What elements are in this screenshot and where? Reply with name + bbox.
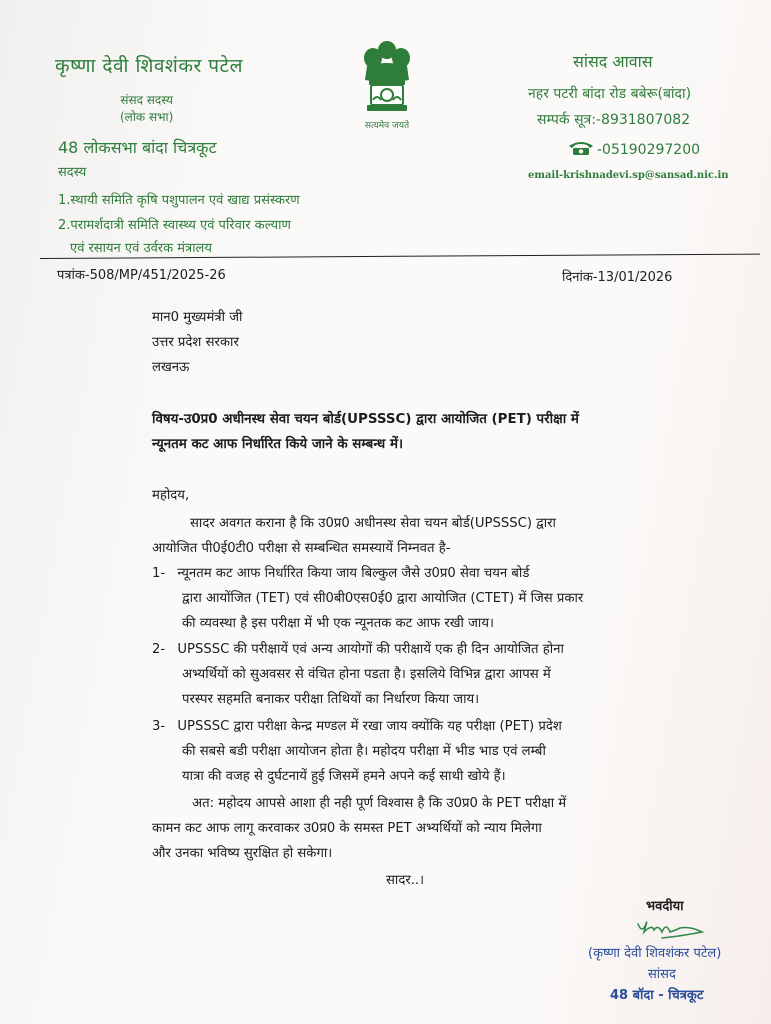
point-line: की सबसे बडी परीक्षा आयोजन होता है। महोदय परीक्षा में भीड भाड एवं लम्बी — [182, 744, 546, 759]
constituency: 48 लोकसभा बांदा चित्रकूट — [58, 138, 217, 157]
point-2 — [152, 639, 564, 657]
point-line: परस्पर सहमति बनाकर परीक्षा तिथियों का निर्धारण किया जाय। — [182, 692, 480, 707]
point-line: की व्यवस्था है इस परीक्षा में भी एक न्यूनतक कट आफ रखी जाय। — [182, 616, 494, 631]
national-emblem-icon — [355, 38, 419, 134]
point-number: 3- — [152, 719, 166, 734]
point-3 — [152, 716, 562, 734]
regards: सादर..। — [386, 873, 425, 888]
intro-line: सादर अवगत कराना है कि उ0प्र0 अधीनस्थ सेवा चयन बोर्ड(UPSSSC) द्वारा — [190, 516, 556, 531]
point-line: UPSSSC द्वारा परीक्षा केन्द्र मण्डल में रखा जाय क्योंकि यह परीक्षा (PET) प्रदेश — [177, 719, 562, 734]
designation — [120, 92, 173, 126]
conclusion-line: कामन कट आफ लागू करवाकर उ0प्र0 के समस्त PET अभ्यर्थियों को न्याय मिलेगा — [152, 821, 542, 836]
point-line: द्वारा आयोंजित (TET) एवं सी0बी0एस0ई0 द्वारा आयोजित (CTET) में जिस प्रकार — [182, 591, 584, 606]
designation-line-1: संसद सदस्य — [120, 93, 173, 107]
mobile-number: सम्पर्क सूत्र:-8931807082 — [537, 112, 691, 128]
subject-line: विषय-उ0प्र0 अधीनस्थ सेवा चयन बोर्ड(UPSSSC) द्वारा आयोजित (PET) परीक्षा में — [152, 412, 579, 427]
mp-name-heading: कृष्णा देवी शिवशंकर पटेल — [55, 55, 243, 77]
point-line: यात्रा की वजह से दुर्घटनायें हुई जिसमें हमने अपने कई साथी खोये हैं। — [182, 769, 506, 784]
recipient-line: लखनऊ — [152, 360, 190, 375]
point-1 — [152, 563, 529, 581]
residence-address: नहर पटरी बांदा रोड बबेरू(बांदा) — [528, 86, 692, 102]
conclusion-line: अत: महोदय आपसे आशा ही नही पूर्ण विश्वास है कि उ0प्र0 के PET परीक्षा में — [192, 796, 567, 811]
closing-word: भवदीया — [646, 899, 684, 914]
recipient-line: मान0 मुख्यमंत्री जी — [152, 310, 243, 325]
signatory-name: (कृष्णा देवी शिवशंकर पटेल) — [588, 946, 722, 961]
handwritten-signature — [632, 914, 714, 944]
subject-line: न्यूनतम कट आफ निर्धारित किये जाने के सम्बन्ध में। — [152, 437, 404, 452]
point-number: 1- — [152, 566, 166, 581]
committee-item: 2.परामर्शदात्री समिति स्वास्थ्य एवं परिवार कल्याण — [58, 218, 291, 233]
point-line: न्यूनतम कट आफ निर्धारित किया जाय बिल्कुल जैसे उ0प्र0 सेवा चयन बोर्ड — [177, 566, 530, 581]
designation-line-2: (लोक सभा) — [120, 110, 174, 124]
point-number: 2- — [152, 642, 166, 657]
phone-number: -05190297200 — [597, 142, 701, 158]
committee-item: एवं रसायन एवं उर्वरक मंत्रालय — [70, 241, 212, 256]
letter-date: दिनांक-13/01/2026 — [562, 270, 673, 285]
residence-title: सांसद आवास — [573, 52, 653, 71]
email-address: email-krishnadevi.sp@sansad.nic.in — [528, 170, 729, 181]
intro-line: आयोजित पी0ई0टी0 परीक्षा से सम्बन्धित समस्यायें निम्नवत है- — [152, 541, 451, 556]
conclusion-line: और उनका भविष्य सुरक्षित हो सकेगा। — [152, 846, 333, 861]
committee-item: 1.स्थायी समिति कृषि पशुपालन एवं खाद्य प्रसंस्करण — [58, 193, 300, 208]
point-line: UPSSSC की परीक्षायें एवं अन्य आयोगों की परीक्षायें एक ही दिन आयोजित होना — [177, 642, 564, 657]
letter-reference-number: पत्रांक-508/MP/451/2025-26 — [57, 268, 226, 283]
point-line: अभ्यर्थियों को सुअवसर से वंचित होना पडता है। इसलिये विभिन्न द्वारा आपस में — [182, 667, 551, 682]
recipient-line: उत्तर प्रदेश सरकार — [152, 335, 239, 350]
emblem-motto: सत्यमेव जयते — [364, 121, 410, 131]
signatory-constituency: 48 बॉदा - चित्रकूट — [610, 988, 704, 1003]
phone-row — [568, 140, 700, 160]
member-label: सदस्य — [58, 165, 87, 180]
salutation: महोदय, — [152, 488, 190, 503]
telephone-icon — [568, 140, 594, 160]
signatory-role: सांसद — [648, 967, 676, 982]
